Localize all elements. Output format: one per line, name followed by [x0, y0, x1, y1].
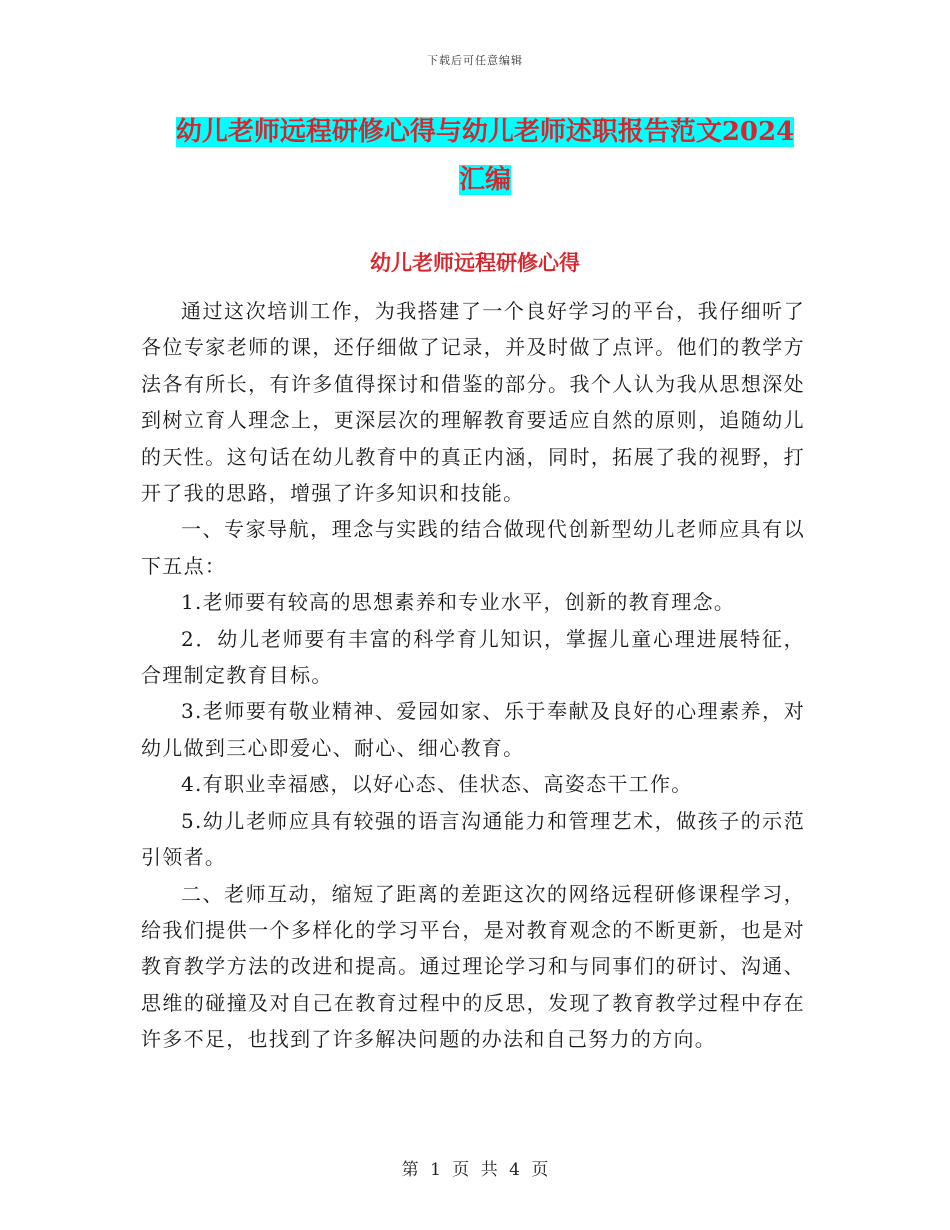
paragraph: 2．幼儿老师要有丰富的科学育儿知识，掌握儿童心理进展特征，合理制定教育目标。	[141, 626, 805, 688]
paragraph: 二、老师互动，缩短了距离的差距这次的网络远程研修课程学习，给我们提供一个多样化的学习平台，是对教育观念的不断更新，也是对教育教学方法的改进和提高。通过理论学习和与同事们的研讨、沟通、思维的碰撞及对自己在教育过程中的反思，发现了教育教学过程中存在许多不足，也找到了许多解决问题的办法和自己努力的方向。	[141, 881, 805, 1052]
paragraph: 4.有职业幸福感，以好心态、佳状态、高姿态干工作。	[181, 772, 693, 797]
document-body	[141, 293, 805, 1058]
paragraph: 3.老师要有敬业精神、爱园如家、乐于奉献及良好的心理素养，对幼儿做到三心即爱心、耐心、细心教育。	[141, 699, 805, 760]
page-number-footer: 第 1 页 共 4 页	[401, 1160, 549, 1180]
document-title-text: 幼儿老师远程研修心得与幼儿老师述职报告范文2024汇编	[175, 117, 795, 195]
paragraph: 一、专家导航，理念与实践的结合做现代创新型幼儿老师应具有以下五点：	[141, 517, 805, 578]
paragraph: 1.老师要有较高的思想素养和专业水平，创新的教育理念。	[181, 590, 736, 615]
paragraph: 通过这次培训工作，为我搭建了一个良好学习的平台，我仔细听了各位专家老师的课，还仔细做了记录，并及时做了点评。他们的教学方法各有所长，有许多值得探讨和借鉴的部分。我个人认为我从思想深处到树立育人理念上，更深层次的理解教育要适应自然的原则，追随幼儿的天性。这句话在幼儿教育中的真正内涵，同时，拓展了我的视野，打开了我的思路，增强了许多知识和技能。	[141, 299, 805, 506]
document-title	[170, 108, 800, 204]
paragraph: 5.幼儿老师应具有较强的语言沟通能力和管理艺术，做孩子的示范引领者。	[141, 808, 805, 870]
header-note: 下载后可任意编辑	[427, 54, 523, 67]
section-title: 幼儿老师远程研修心得	[370, 250, 580, 275]
